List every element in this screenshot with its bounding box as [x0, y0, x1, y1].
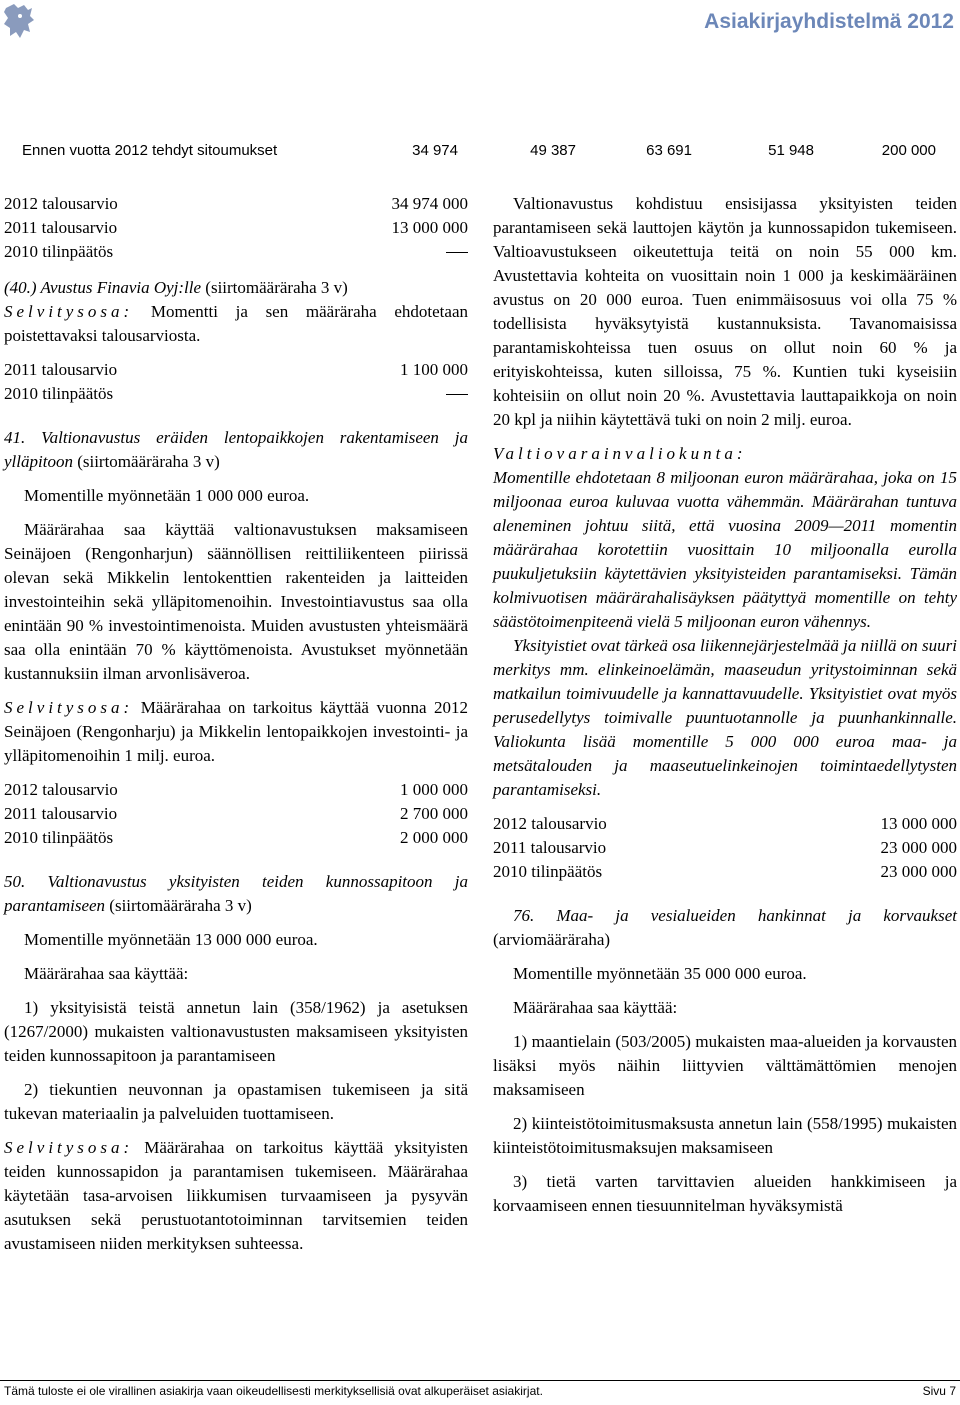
item-41-heading: 41. Valtionavustus eräiden lentopaikkojen rakentamiseen ja ylläpitoon (siirtomääräraha 3 v) [4, 428, 468, 471]
item-50-grant: Momentille myönnetään 13 000 000 euroa. [24, 930, 318, 949]
committee-label: Valtiovarainvaliokunta: [493, 444, 747, 463]
dash-mark [446, 240, 468, 253]
amount-row: 2012 talousarvio 1 000 000 [4, 780, 468, 799]
page-footer [4, 1384, 956, 1398]
committee-text-1: Momentille ehdotetaan 8 miljoonan euron määrärahaa, joka on 15 miljoonaa euroa kuluvaa vuotta vähemmän. Määrärahan tuntuva aleneminen johtuu siitä, että vuosina 2009—2011 momentin määrärahaa korotettiin vuosittain 10 miljoonalla eurolla puukuljetuksiin käytettävien yksityisteiden parantamiseksi. Tämän kolmivuotisen määrärahalisäyksen päätyttyä momentille on tehty säästötoimenpiteenä vielä 5 miljoonan euron vähennys. [493, 468, 957, 631]
amount-row: 2011 talousarvio 1 100 000 [4, 360, 468, 379]
item-76-use: Määrärahaa saa käyttää: [513, 998, 678, 1017]
committee-text-2: Yksityistiet ovat tärkeä osa liikennejärjestelmää ja niillä on suuri merkitys mm. elinkeinoelämän, maaseudun yritystoiminnan sekä matkailun toimivuudelle ja kannattavuudelle. Yksityistiet ovat myös perusedellytys toimivalle puuntuotannolle ja puunhankinnalle. Valiokunta lisää momentille 5 000 000 euroa maa- ja metsätalouden ja maaseutuelinkeinojen toimintaedellytysten parantamiseksi. [493, 636, 957, 799]
amount-row: 2010 tilinpäätös [4, 382, 468, 406]
commitments-row [22, 142, 936, 166]
left-column [4, 192, 468, 1256]
item-76-point-2: 2) kiinteistötoimitusmaksusta annetun lain (558/1995) mukaisten kiinteistötoimitusmaksujen maksamiseen [493, 1114, 957, 1157]
right-column [493, 192, 957, 1218]
commitments-label: Ennen vuotta 2012 tehdyt sitoumukset [22, 142, 278, 159]
page-number: Sivu 7 [922, 1384, 956, 1398]
dash-mark [446, 382, 468, 395]
item-76-grant: Momentille myönnetään 35 000 000 euroa. [513, 964, 807, 983]
commitment-value: 200 000 [881, 142, 936, 159]
item-50-description: Valtionavustus kohdistuu ensisijassa yksityisten teiden parantamiseen sekä lauttojen käytön ja kunnossapidon tukemiseen. Valtioavustukseen oikeutettuja teitä on noin 55 000 km. Avustettavia kohteita on vuosittain noin 1 000 ja keskimääräinen avustus on 20 000 euroa. Tuen enimmäisosuus voi olla 75 % todellisista hyväksytyistä kustannuksista. Tavanomaisissa parantamiskohteissa tuen osuus on ollut noin 60 % ja erityiskohteissa, kuten silloissa, 75 %. Kuntien tuki kyseisiin kohteisiin on ollut noin 20 %. Avustettavia lauttapaikkoja on noin 20 kpl ja niihin käytettävä tuki on noin 2 milj. euroa. [493, 194, 957, 429]
commitment-value: 63 691 [646, 142, 692, 159]
amount-row: 2012 talousarvio 13 000 000 [493, 814, 957, 833]
item-40-explanation: Selvitysosa: Momentti ja sen määräraha ehdotetaan poistettavaksi talousarviosta. [4, 302, 468, 345]
item-76-point-3: 3) tietä varten tarvittavien alueiden hankkimiseen ja korvaamiseen ennen tiesuunnitelman hyväksymistä [493, 1172, 957, 1215]
item-50-point-1: 1) yksityisistä teistä annetun lain (358/1962) ja asetuksen (1267/2000) mukaisten valtionavustusten maksamiseen yksityisten teiden kunnossapitoon ja parantamiseen [4, 998, 468, 1065]
item-41-grant: Momentille myönnetään 1 000 000 euroa. [24, 486, 310, 505]
commitment-value: 34 974 [412, 142, 458, 159]
item-76-heading: 76. Maa- ja vesialueiden hankinnat ja korvaukset (arviomääräraha) [493, 906, 957, 949]
item-50-heading: 50. Valtionavustus yksityisten teiden kunnossapitoon ja parantamiseen (siirtomääräraha 3 v) [4, 872, 468, 915]
footer-disclaimer: Tämä tuloste ei ole virallinen asiakirja vaan oikeudellisesti merkityksellisiä ovat alkuperäiset asiakirjat. [4, 1384, 543, 1398]
footer-divider [0, 1380, 960, 1381]
amount-row: 2010 tilinpäätös 2 000 000 [4, 828, 468, 847]
item-40-heading: (40.) Avustus Finavia Oyj:lle (siirtomääräraha 3 v) [4, 278, 348, 297]
item-50-explanation: Selvitysosa: Määrärahaa on tarkoitus käyttää yksityisten teiden kunnossapidon ja parantamisen tukemiseen. Määrärahaa käytetään tasa-arvoisen liikkumisen turvaamiseen ja pysyvän asutuksen sekä perustuotantotoiminnan tarvitsemien teiden avustamiseen niiden merkityksen suhteessa. [4, 1138, 468, 1253]
item-41-body: Määrärahaa saa käyttää valtionavustuksen maksamiseen Seinäjoen (Rengonharjun) säännöllisen reittiliikenteen piirissä olevan sekä Mikkelin lentokenttien rakenteiden ja laitteiden investointeihin sekä ylläpitomenoihin. Investointiavustus saa olla enintään 90 % investointimenoista. Muiden avustusten yhteismäärä saa olla enintään 70 % käyttömenoista. Avustukset myönnetään kustannuksiin ilman arvonlisäveroa. [4, 520, 468, 683]
document-title: Asiakirjayhdistelmä 2012 [704, 10, 954, 33]
item-41-explanation: Selvitysosa: Määrärahaa on tarkoitus käyttää vuonna 2012 Seinäjoen (Rengonharju) ja Mikkelin lentopaikkojen investointi- ja ylläpitomenoihin 1 milj. euroa. [4, 698, 468, 765]
commitment-value: 51 948 [768, 142, 814, 159]
amount-row: 2010 tilinpäätös 23 000 000 [493, 862, 957, 881]
commitment-value: 49 387 [530, 142, 576, 159]
amount-row: 2010 tilinpäätös [4, 240, 468, 264]
item-76-point-1: 1) maantielain (503/2005) mukaisten maa-alueiden ja korvausten lisäksi myös näihin liittyvien välttämättömien menojen maksamiseen [493, 1032, 957, 1099]
finnish-lion-emblem-icon [2, 2, 36, 40]
amount-row: 2011 talousarvio 2 700 000 [4, 804, 468, 823]
amount-row: 2011 talousarvio 13 000 000 [4, 218, 468, 237]
amount-row: 2011 talousarvio 23 000 000 [493, 838, 957, 857]
item-50-use: Määrärahaa saa käyttää: [24, 964, 189, 983]
item-50-point-2: 2) tiekuntien neuvonnan ja opastamisen tukemiseen ja sitä tukevan materiaalin ja palveluiden tuottamiseen. [4, 1080, 468, 1123]
amount-row: 2012 talousarvio 34 974 000 [4, 194, 468, 213]
